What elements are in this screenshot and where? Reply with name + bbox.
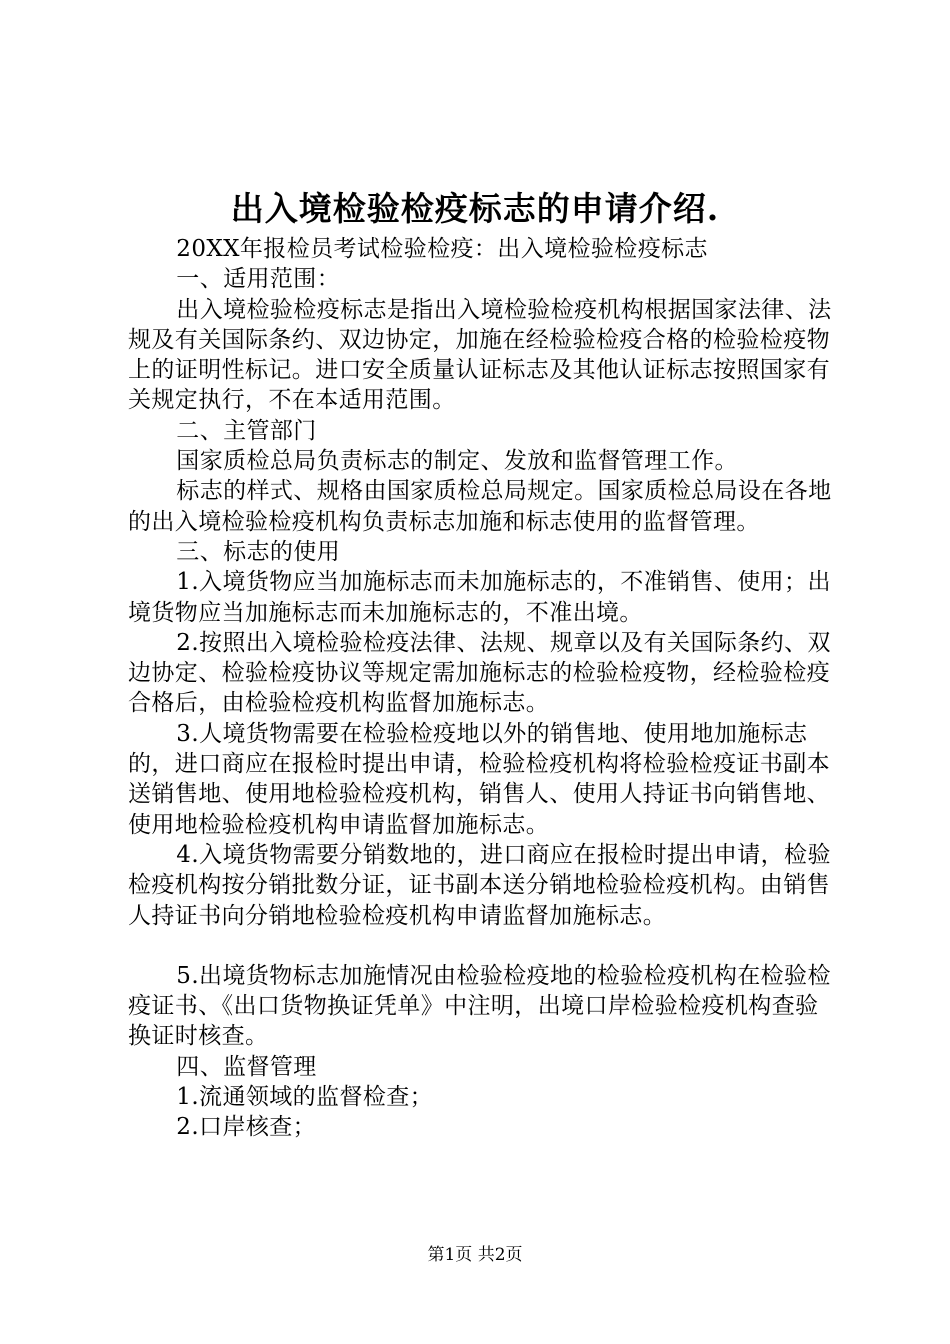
list-item-supervision-2: 2.口岸核查； — [176, 1114, 317, 1141]
document-body — [128, 234, 840, 1143]
list-item-usage-2: 2.按照出入境检验检疫法律、法规、规章以及有关国际条约、双边协定、检验检疫协议等规定需加施标志的检验检疫物，经检验检疫合格后，由检验检疫机构监督加施标志。 — [128, 629, 831, 717]
list-item-usage-4: 4.入境货物需要分销数地的，进口商应在报检时提出申请，检验检疫机构按分销批数分证，证书副本送分销地检验检疫机构。由销售人持证书向分销地检验检疫机构申请监督加施标志。 — [128, 841, 831, 929]
section-heading-usage: 三、标志的使用 — [176, 538, 341, 565]
list-item-supervision-1: 1.流通领域的监督检查； — [176, 1084, 434, 1111]
paragraph-authority-2: 标志的样式、规格由国家质检总局规定。国家质检总局设在各地的出入境检验检疫机构负责标志加施和标志使用的监督管理。 — [128, 478, 832, 535]
paragraph-scope: 出入境检验检疫标志是指出入境检验检疫机构根据国家法律、法规及有关国际条约、双边协定，加施在经检验检疫合格的检验检疫物上的证明性标记。进口安全质量认证标志及其他认证标志按照国家有关规定执行，不在本适用范围。 — [128, 296, 832, 414]
list-item-usage-5: 5.出境货物标志加施情况由检验检疫地的检验检疫机构在检验检疫证书、《出口货物换证凭单》中注明，出境口岸检验检疫机构查验换证时核查。 — [128, 962, 831, 1050]
list-item-usage-3: 3.人境货物需要在检验检疫地以外的销售地、使用地加施标志的，进口商应在报检时提出申请，检验检疫机构将检验检疫证书副本送销售地、使用地检验检疫机构，销售人、使用人持证书向销售地、使用地检验检疫机构申请监督加施标志。 — [128, 720, 830, 838]
paragraph-intro: 20XX年报检员考试检验检疫：出入境检验检疫标志 — [176, 236, 708, 262]
paragraph-authority-1: 国家质检总局负责标志的制定、发放和监督管理工作。 — [176, 448, 738, 475]
document-title: 出入境检验检疫标志的申请介绍. — [230, 189, 720, 228]
list-item-usage-1: 1.入境货物应当加施标志而未加施标志的，不准销售、使用；出境货物应当加施标志而未加施标志的，不准出境。 — [128, 569, 831, 626]
page-footer: 第1页 共2页 — [427, 1245, 523, 1265]
section-heading-authority: 二、主管部门 — [176, 417, 317, 444]
section-heading-supervision: 四、监督管理 — [176, 1053, 317, 1080]
section-heading-scope: 一、适用范围： — [176, 266, 341, 293]
